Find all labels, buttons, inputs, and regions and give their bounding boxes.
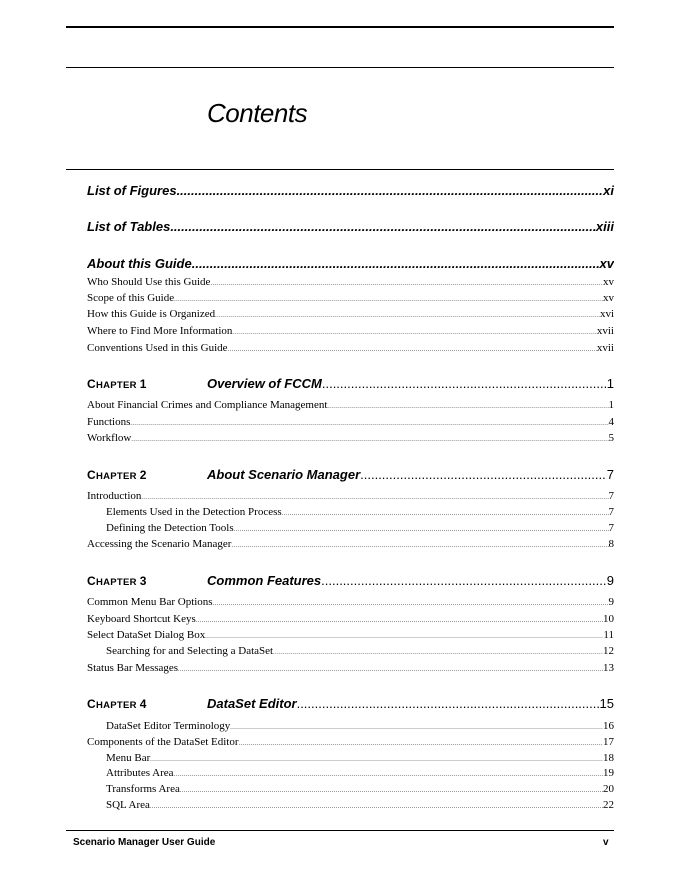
dot-leader <box>213 601 609 607</box>
toc-label: List of Tables <box>87 219 171 234</box>
dot-leader <box>177 183 604 196</box>
toc-page: 22 <box>603 799 614 811</box>
toc-entry[interactable] <box>87 432 614 444</box>
toc-entry[interactable] <box>87 308 614 320</box>
chapter-title: Overview of FCCM <box>207 376 322 391</box>
dot-leader <box>210 281 603 287</box>
header-rule <box>66 67 614 68</box>
dot-leader <box>130 421 608 427</box>
toc-chapter-3[interactable] <box>87 573 614 588</box>
toc-page: 19 <box>603 767 614 779</box>
toc-subentry[interactable] <box>106 783 614 795</box>
toc-entry[interactable] <box>87 629 614 641</box>
toc-page: xvii <box>596 325 614 337</box>
toc-label: Elements Used in the Detection Process <box>106 506 282 518</box>
dot-leader <box>230 725 603 731</box>
toc-label: Introduction <box>87 490 142 502</box>
toc-subentry[interactable] <box>106 645 614 657</box>
footer-rule <box>66 830 614 831</box>
dot-leader <box>150 757 603 763</box>
toc-page: xv <box>603 276 614 288</box>
toc-page: xvi <box>599 308 614 320</box>
dot-leader <box>228 347 597 353</box>
dot-leader <box>327 404 608 410</box>
toc-list-of-figures[interactable] <box>87 183 614 198</box>
toc-label: Common Menu Bar Options <box>87 596 213 608</box>
toc-entry[interactable] <box>87 736 614 748</box>
toc-page: 7 <box>608 522 614 534</box>
toc-page: 1 <box>606 376 614 391</box>
toc-label: About this Guide <box>87 256 192 271</box>
toc-label: Who Should Use this Guide <box>87 276 211 288</box>
toc-label: List of Figures <box>87 183 177 198</box>
toc-page: 10 <box>603 613 614 625</box>
toc-page: 13 <box>603 662 614 674</box>
toc-page: 16 <box>603 720 614 732</box>
dot-leader <box>174 772 603 778</box>
dot-leader <box>141 495 608 501</box>
toc-subentry[interactable] <box>106 506 614 518</box>
dot-leader <box>231 543 608 549</box>
toc-label: Status Bar Messages <box>87 662 179 674</box>
toc-entry[interactable] <box>87 662 614 674</box>
toc-page: xv <box>603 292 614 304</box>
toc-subentry[interactable] <box>106 720 614 732</box>
toc-entry[interactable] <box>87 342 614 354</box>
toc-page: 17 <box>603 736 614 748</box>
chapter-title: Common Features <box>207 573 322 588</box>
dot-leader <box>131 437 608 443</box>
toc-page: 12 <box>603 645 614 657</box>
toc-label: Scope of this Guide <box>87 292 175 304</box>
toc-page: 7 <box>608 490 614 502</box>
toc-page: 7 <box>608 506 614 518</box>
toc-entry[interactable] <box>87 416 614 428</box>
toc-entry[interactable] <box>87 538 614 550</box>
toc-page: 7 <box>606 467 614 482</box>
toc-label: Where to Find More Information <box>87 325 233 337</box>
toc-label: Workflow <box>87 432 132 444</box>
toc-label: Attributes Area <box>106 767 174 779</box>
toc-list-of-tables[interactable] <box>87 219 614 234</box>
toc-entry[interactable] <box>87 325 614 337</box>
dot-leader <box>297 696 600 709</box>
toc-subentry[interactable] <box>106 799 614 811</box>
dot-leader <box>192 256 600 269</box>
dot-leader <box>150 804 603 810</box>
toc-page: 8 <box>608 538 614 550</box>
dot-leader <box>273 650 603 656</box>
dot-leader <box>360 467 607 480</box>
toc-label: Keyboard Shortcut Keys <box>87 613 196 625</box>
toc-label: Searching for and Selecting a DataSet <box>106 645 274 657</box>
toc-entry[interactable] <box>87 596 614 608</box>
chapter-label: CHAPTER 3 <box>87 574 147 588</box>
toc-subentry[interactable] <box>106 752 614 764</box>
dot-leader <box>232 330 596 336</box>
toc-label: SQL Area <box>106 799 150 811</box>
toc-page: 1 <box>608 399 614 411</box>
dot-leader <box>239 741 603 747</box>
dot-leader <box>215 313 600 319</box>
dot-leader <box>178 667 603 673</box>
toc-chapter-2[interactable] <box>87 467 614 482</box>
dot-leader <box>205 634 603 640</box>
toc-page: xvii <box>596 342 614 354</box>
chapter-title: About Scenario Manager <box>207 467 361 482</box>
chapter-label: CHAPTER 1 <box>87 377 147 391</box>
toc-page: 5 <box>608 432 614 444</box>
toc-label: Menu Bar <box>106 752 151 764</box>
dot-leader <box>196 618 603 624</box>
toc-label: Components of the DataSet Editor <box>87 736 239 748</box>
toc-page: 4 <box>608 416 614 428</box>
toc-page: 20 <box>603 783 614 795</box>
toc-subentry[interactable] <box>106 522 614 534</box>
toc-label: Functions <box>87 416 131 428</box>
toc-page: 9 <box>606 573 614 588</box>
toc-entry[interactable] <box>87 276 614 288</box>
toc-page: 18 <box>603 752 614 764</box>
title-rule <box>66 169 614 170</box>
toc-label: DataSet Editor Terminology <box>106 720 231 732</box>
dot-leader <box>170 219 596 232</box>
toc-label: Select DataSet Dialog Box <box>87 629 206 641</box>
toc-entry[interactable] <box>87 613 614 625</box>
chapter-title: DataSet Editor <box>207 696 297 711</box>
dot-leader <box>321 573 607 586</box>
toc-entry[interactable] <box>87 399 614 411</box>
toc-label: How this Guide is Organized <box>87 308 216 320</box>
toc-page: 15 <box>599 696 614 711</box>
toc-subentry[interactable] <box>106 767 614 779</box>
toc-label: Accessing the Scenario Manager <box>87 538 232 550</box>
top-rule <box>66 26 614 28</box>
toc-entry[interactable] <box>87 292 614 304</box>
chapter-label: CHAPTER 2 <box>87 468 147 482</box>
dot-leader <box>282 511 609 517</box>
dot-leader <box>174 297 603 303</box>
toc-label: About Financial Crimes and Compliance Management <box>87 399 328 411</box>
toc-label: Defining the Detection Tools <box>106 522 234 534</box>
footer-guide-title: Scenario Manager User Guide <box>73 837 216 848</box>
toc-label: Conventions Used in this Guide <box>87 342 228 354</box>
toc-entry[interactable] <box>87 490 614 502</box>
toc-page: 11 <box>603 629 614 641</box>
toc-chapter-1[interactable] <box>87 376 614 391</box>
toc-chapter-4[interactable] <box>87 696 614 711</box>
toc-page: xv <box>599 256 614 271</box>
footer-page-number: v <box>603 837 609 848</box>
dot-leader <box>234 527 609 533</box>
dot-leader <box>322 376 607 389</box>
toc-label: Transforms Area <box>106 783 180 795</box>
chapter-label: CHAPTER 4 <box>87 697 147 711</box>
dot-leader <box>180 788 603 794</box>
page-title: Contents <box>207 98 308 128</box>
toc-page: 9 <box>608 596 614 608</box>
toc-page: xi <box>603 183 614 198</box>
toc-about-this-guide[interactable] <box>87 256 614 271</box>
toc-page: xiii <box>595 219 614 234</box>
